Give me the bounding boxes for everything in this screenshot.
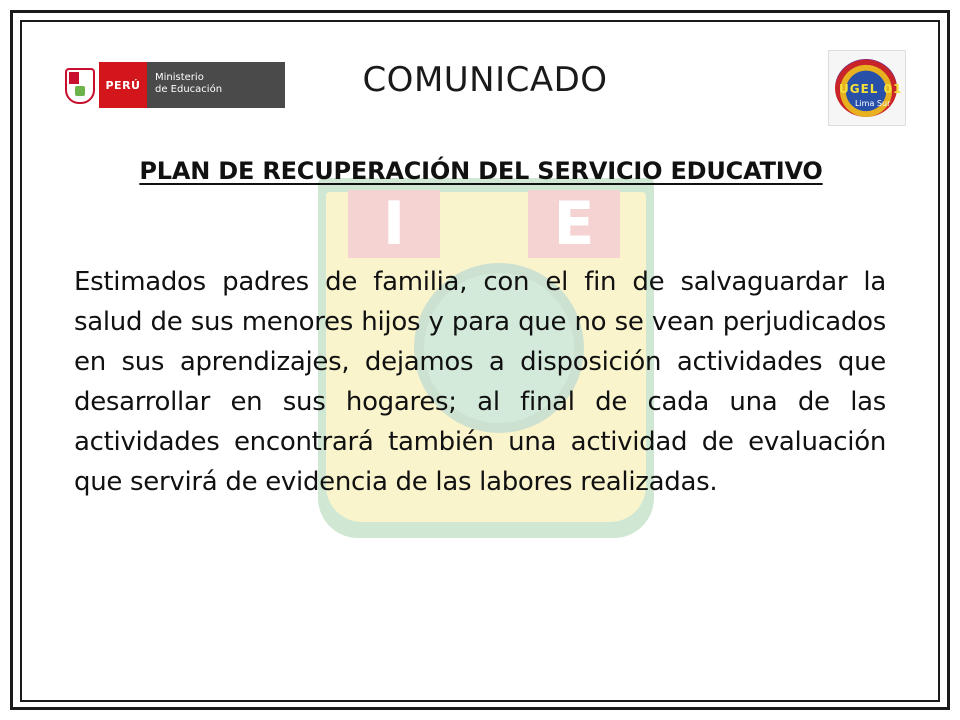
ministry-label [147,62,285,108]
peru-label: PERÚ [99,62,147,108]
peru-crest-icon [61,62,99,108]
page-title: COMUNICADO [362,60,608,100]
watermark-letter-e: E [528,190,620,258]
ugel-logo-text: UGEL 01 [839,82,903,96]
document-subtitle: PLAN DE RECUPERACIÓN DEL SERVICIO EDUCATIVO [139,157,823,185]
ugel-logo [828,50,906,126]
minedu-logo [61,62,285,108]
watermark-letter-i: I [348,190,440,258]
ministry-line-2: de Educación [155,84,223,95]
ugel-logo-sub: Lima Sur [855,99,891,108]
document-body: Estimados padres de familia, con el fin de salvaguardar la salud de sus menores hijos y para que no se vean perjudicados en sus aprendizajes, dejamos a disposición actividades que desarrollar en sus hogares; al final de cada una de las actividades encontrará también una actividad de evaluación que servirá de evidencia de las labores realizadas. [74,267,886,497]
ministry-line-1: Ministerio [155,72,204,83]
